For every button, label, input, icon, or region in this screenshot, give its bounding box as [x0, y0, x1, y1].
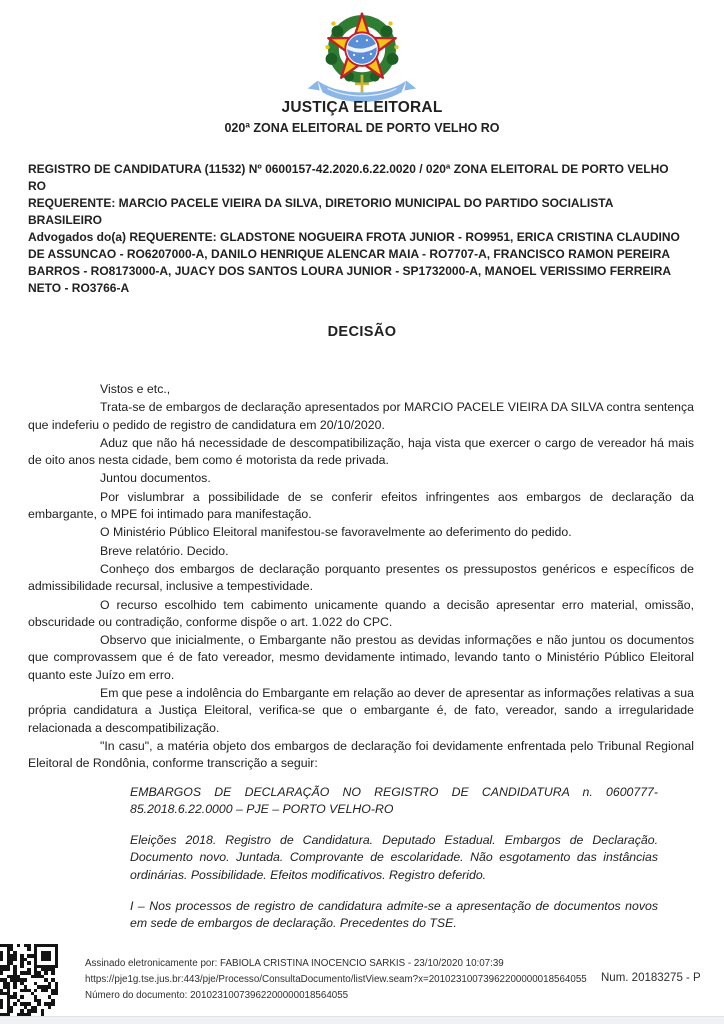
body-paragraph: Por vislumbrar a possibilidade de se conferir efeitos infringentes aos embargos de declaração da embargante, o MPE foi intimado para manifestação.	[28, 489, 694, 522]
body-paragraph: Aduz que não há necessidade de descompatibilização, haja vista que exercer o cargo de vereador há mais de oito anos nesta cidade, bem como é motorista da rede privada.	[28, 435, 694, 468]
case-caption-block	[28, 161, 680, 297]
body-paragraph: Observo que inicialmente, o Embargante não prestou as devidas informações e não juntou os documentos que comprovassem que é de fato vereador, mesmo devidamente intimado, levando tanto o Ministério Público Eleitoral quanto este Juízo em erro.	[28, 633, 694, 682]
page-bottom-divider	[0, 1016, 724, 1024]
header-zone-title: 020ª ZONA ELEITORAL DE PORTO VELHO RO	[224, 121, 500, 135]
decision-body	[28, 381, 694, 947]
body-paragraph: O recurso escolhido tem cabimento unicamente quando a decisão apresentar erro material, omissão, obscuridade ou contradição, conforme dispõe o art. 1.022 do CPC.	[28, 597, 694, 629]
brazil-coat-of-arms-icon	[298, 7, 426, 103]
signed-by-line: Assinado eletronicamente por: FABIOLA CRISTINA INOCENCIO SARKIS - 23/10/2020 10:07:39	[85, 958, 504, 969]
case-line-requerente: REQUERENTE: MARCIO PACELE VIEIRA DA SILVA, DIRETORIO MUNICIPAL DO PARTIDO SOCIALISTA BRASILEIRO	[28, 196, 613, 227]
body-paragraph: Em que pese a indolência do Embargante em relação ao dever de apresentar as informações relativas a sua própria candidatura a Justiça Eleitoral, verifica-se que o embargante é, de fato, vereador, sando a irregularidade relacionada a descompatibilização.	[28, 686, 694, 735]
decision-title: DECISÃO	[327, 324, 397, 340]
qr-code-icon	[0, 944, 58, 1016]
body-paragraph: Breve relatório. Decido.	[100, 543, 229, 558]
signature-block	[85, 956, 587, 1005]
body-paragraph: Conheço dos embargos de declaração porquanto presentes os pressupostos genéricos e específicos de admissibilidade recursal, inclusive a tempestividade.	[28, 561, 694, 594]
header-org-title: JUSTIÇA ELEITORAL	[281, 99, 443, 116]
body-paragraph: Juntou documentos.	[100, 471, 211, 486]
document-number-line: Número do documento: 20102310073962200000018564055	[85, 990, 349, 1002]
qr-grid	[0, 944, 58, 1016]
quote-paragraph: EMBARGOS DE DECLARAÇÃO NO REGISTRO DE CANDIDATURA n. 0600777-85.2018.6.22.0000 – PJE – PORTO VELHO-RO	[130, 784, 658, 816]
case-line-advogados: Advogados do(a) REQUERENTE: GLADSTONE NOGUEIRA FROTA JUNIOR - RO9951, ERICA CRISTINA CLAUDINO DE ASSUNCAO - RO6207000-A, DANILO HENRIQUE ALENCAR MAIA - RO7707-A, FRANCISCO RAMON PEREIRA BARROS - RO8173000-A, JUACY DOS SANTOS LOURA JUNIOR - SP1732000-A, MANOEL VERISSIMO FERREIRA NETO - RO3766-A	[28, 230, 680, 295]
page-num-label: Num. 20183275 - P	[601, 972, 701, 984]
body-paragraph: Vistos e etc.,	[100, 382, 171, 396]
verification-url: https://pje1g.tse.jus.br:443/pje/Processo/ConsultaDocumento/listView.seam?x=20102310073962200000018564055	[85, 974, 587, 986]
quote-paragraph: Eleições 2018. Registro de Candidatura. Deputado Estadual. Embargos de Declaração. Documento novo. Juntada. Comprovante de escolaridade. Não esgotamento das instâncias ordinárias. Possibilidade. Efeitos modificativos. Registro deferido.	[130, 833, 658, 882]
case-line-registro: REGISTRO DE CANDIDATURA (11532) Nº 0600157-42.2020.6.22.0020 / 020ª ZONA ELEITORAL DE PORTO VELHO RO	[28, 162, 669, 193]
tre-transcription-quote	[130, 784, 658, 933]
quote-paragraph: I – Nos processos de registro de candidatura admite-se a apresentação de documentos novos em sede de embargos de declaração. Precedentes do TSE.	[130, 899, 658, 931]
body-paragraph: Trata-se de embargos de declaração apresentados por MARCIO PACELE VIEIRA DA SILVA contra sentença que indeferiu o pedido de registro de candidatura em 20/10/2020.	[28, 400, 694, 432]
body-paragraph: O Ministério Público Eleitoral manifestou-se favoravelmente ao deferimento do pedido.	[100, 525, 572, 540]
body-paragraph: "In casu", a matéria objeto dos embargos de declaração foi devidamente enfrentada pelo Tribunal Regional Eleitoral de Rondônia, conforme transcrição a seguir:	[28, 738, 694, 771]
